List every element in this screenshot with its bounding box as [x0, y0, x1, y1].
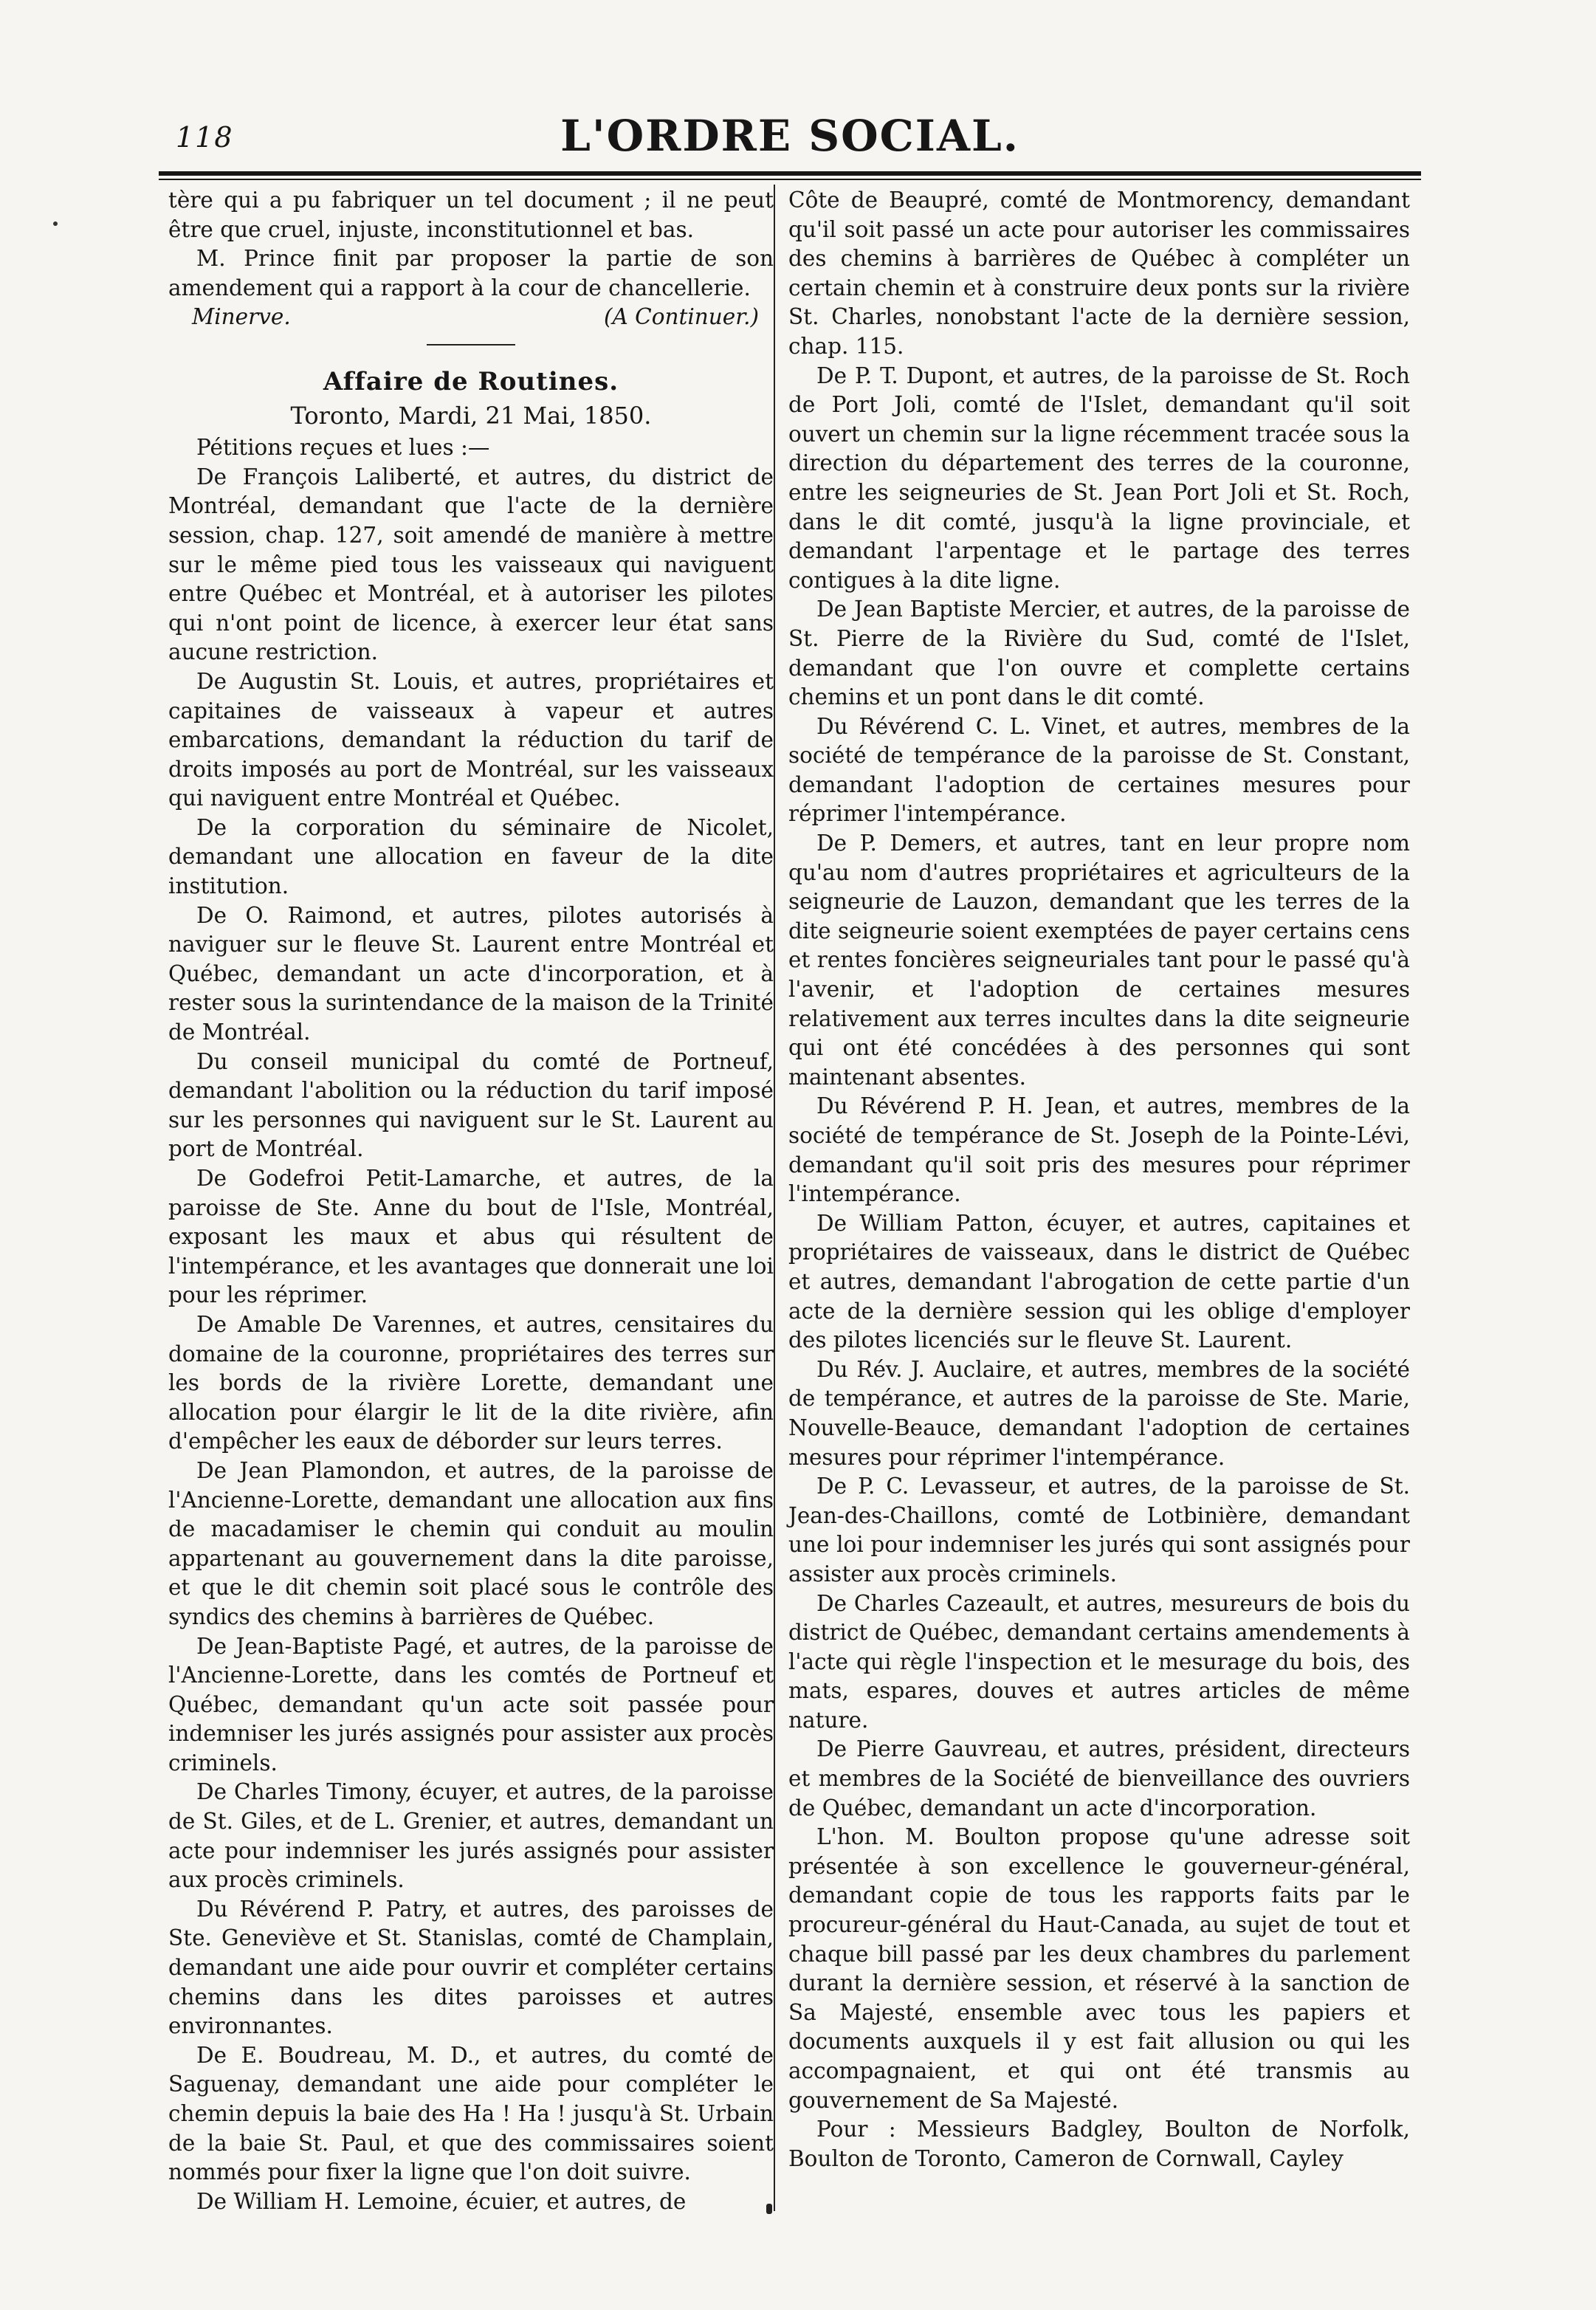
header-rule: [159, 171, 1421, 176]
left-column: [168, 186, 774, 2216]
section-title: Affaire de Routines.: [323, 366, 619, 396]
continuation-note: (A Continuer.): [603, 304, 759, 330]
petition-paragraph: De Pierre Gauvreau, et autres, président, directeurs et membres de la Société de bienveillance des ouvriers de Québec, demandant un acte d'incorporation.: [788, 1736, 1410, 1821]
date-line: Toronto, Mardi, 21 Mai, 1850.: [290, 401, 652, 430]
petition-paragraph: Du conseil municipal du comté de Portneuf, demandant l'abolition ou la réduction du tarif imposé sur les personnes qui naviguent sur le St. Laurent au port de Montréal.: [168, 1048, 774, 1162]
petition-paragraph: De William Patton, écuyer, et autres, capitaines et propriétaires de vaisseaux, dans le district de Québec et autres, demandant l'abrogation de cette partie d'un acte de la dernière session qui les oblige d'employer des pilotes licenciés sur le fleuve St. Laurent.: [788, 1210, 1410, 1353]
petition-paragraph: De la corporation du séminaire de Nicolet, demandant une allocation en faveur de la dite institution.: [168, 814, 774, 899]
petition-paragraph: Du Rév. J. Auclaire, et autres, membres de la société de tempérance, et autres de la paroisse de Ste. Marie, Nouvelle-Beauce, demandant l'adoption de certaines mesures pour réprimer l'intempérance.: [788, 1356, 1410, 1470]
running-title: L'ORDRE SOCIAL.: [560, 111, 1019, 161]
petition-paragraph: Côte de Beaupré, comté de Montmorency, demandant qu'il soit passé un acte pour autoriser les commissaires des chemins à barrières de Québec à compléter un certain chemin et à construire deux ponts sur la rivière St. Charles, nonobstant l'acte de la dernière session, chap. 115.: [788, 188, 1410, 359]
page-header: [162, 111, 1417, 177]
petition-paragraph: De Godefroi Petit-Lamarche, et autres, de la paroisse de Ste. Anne du bout de l'Isle, Montréal, exposant les maux et abus qui résultent de l'intempérance, et les avantages que donnerait une loi pour les réprimer.: [168, 1166, 774, 1308]
petition-paragraph: De Jean-Baptiste Pagé, et autres, de la paroisse de l'Ancienne-Lorette, dans les comtés de Portneuf et Québec, demandant qu'un acte soit passée pour indemniser les jurés assignés pour assister aux procès criminels.: [168, 1633, 774, 1776]
signature: Minerve.: [192, 304, 291, 330]
petition-paragraph: De E. Boudreau, M. D., et autres, du comté de Saguenay, demandant une aide pour compléter le chemin depuis la baie des Ha ! Ha ! jusqu'à St. Urbain de la baie St. Paul, et que des commissaires soient nommés pour fixer la ligne que l'on doit suivre.: [168, 2042, 774, 2185]
petition-paragraph: Du Révérend P. H. Jean, et autres, membres de la société de tempérance de St. Joseph de la Pointe-Lévi, demandant qu'il soit pris des mesures pour réprimer l'intempérance.: [788, 1093, 1410, 1207]
petition-paragraph: De P. Demers, et autres, tant en leur propre nom qu'au nom d'autres propriétaires et agriculteurs de la seigneurie de Lauzon, demandant que les terres de la dite seigneurie soient exemptées de payer certains cens et rentes foncières seigneuriales tant pour le passé qu'à l'avenir, et l'adoption de certaines mesures relativement aux terres incultes dans la dite seigneurie qui ont été concédées à des personnes qui sont maintenant absentes.: [788, 831, 1410, 1090]
intro-paragraph: tère qui a pu fabriquer un tel document ; il ne peut être que cruel, injuste, inconstitutionnel et bas.: [168, 188, 774, 242]
petition-paragraph: Du Révérend P. Patry, et autres, des paroisses de Ste. Geneviève et St. Stanislas, comté de Champlain, demandant une aide pour ouvrir et compléter certains chemins dans les dites paroisses et autres environnantes.: [168, 1896, 774, 2039]
intro-paragraph: M. Prince finit par proposer la partie de son amendement qui a rapport à la cour de chancellerie.: [168, 246, 774, 300]
column-divider: [774, 185, 775, 2211]
petition-paragraph: De Jean Plamondon, et autres, de la paroisse de l'Ancienne-Lorette, demandant une allocation aux fins de macadamiser le chemin qui conduit au moulin appartenant au gouvernement dans la dite paroisse, et que le dit chemin soit placé sous le contrôle des syndics des chemins à barrières de Québec.: [168, 1457, 774, 1629]
petition-paragraph: De François Laliberté, et autres, du district de Montréal, demandant que l'acte de la dernière session, chap. 127, soit amendé de manière à mettre sur le même pied tous les vaisseaux qui naviguent entre Québec et Montréal, et à autoriser les pilotes qui n'ont point de licence, à exercer leur état sans aucune restriction.: [168, 464, 774, 665]
petition-paragraph: De P. T. Dupont, et autres, de la paroisse de St. Roch de Port Joli, comté de l'Islet, demandant qu'il soit ouvert un chemin sur la ligne récemment tracée sous la direction du département des terres de la couronne, entre les seigneuries de St. Jean Port Joli et St. Roch, dans le dit comté, jusqu'à la ligne provinciale, et demandant l'arpentage et le partage des terres contigues à la dite ligne.: [788, 362, 1410, 593]
page-number: 118: [176, 121, 234, 154]
petition-paragraph: De Augustin St. Louis, et autres, propriétaires et capitaines de vaisseaux à vapeur et autres embarcations, demandant la réduction du tarif de droits imposés au port de Montréal, sur les vaisseaux qui naviguent entre Montréal et Québec.: [168, 668, 774, 811]
section-rule: [427, 344, 515, 346]
petition-paragraph: De Charles Timony, écuyer, et autres, de la paroisse de St. Giles, et de L. Grenier, et autres, demandant un acte pour indemniser les jurés assignés pour assister aux procès criminels.: [168, 1779, 774, 1893]
header-rule-thin: [159, 179, 1421, 180]
petition-paragraph: De William H. Lemoine, écuier, et autres, de: [196, 2188, 687, 2214]
petition-paragraph: De Jean Baptiste Mercier, et autres, de la paroisse de St. Pierre de la Rivière du Sud, comté de l'Islet, demandant que l'on ouvre et complette certains chemins et un pont dans le dit comté.: [788, 597, 1410, 710]
motion-paragraph: L'hon. M. Boulton propose qu'une adresse soit présentée à son excellence le gouverneur-général, demandant copie de tous les rapports faits par le procureur-général du Haut-Canada, au sujet de tout et chaque bill passé par les deux chambres du parlement durant la dernière session, et réservé à la sanction de Sa Majesté, ensemble avec tous les papiers et documents auxquels il y est fait allusion ou qui les accompagnaient, et qui ont été transmis au gouvernement de Sa Majesté.: [788, 1824, 1410, 2113]
petitions-intro: Pétitions reçues et lues :—: [196, 435, 490, 461]
petition-paragraph: Du Révérend C. L. Vinet, et autres, membres de la société de tempérance de la paroisse de St. Constant, demandant l'adoption de certaines mesures pour réprimer l'intempérance.: [788, 713, 1410, 827]
petition-paragraph: De O. Raimond, et autres, pilotes autorisés à naviguer sur le fleuve St. Laurent entre Montréal et Québec, demandant un acte d'incorporation, et à rester sous la surintendance de la maison de la Trinité de Montréal.: [168, 902, 774, 1045]
right-column: [788, 186, 1410, 2173]
vote-paragraph: Pour : Messieurs Badgley, Boulton de Norfolk, Boulton de Toronto, Cameron de Cornwall, Cayley: [788, 2117, 1410, 2171]
signature-row: [168, 303, 774, 332]
petition-paragraph: De Amable De Varennes, et autres, censitaires du domaine de la couronne, propriétaires des terres sur les bords de la rivière Lorette, demandant une allocation pour élargir le lit de la dite rivière, afin d'empêcher les eaux de déborder sur leurs terres.: [168, 1311, 774, 1454]
petition-paragraph: De P. C. Levasseur, et autres, de la paroisse de St. Jean-des-Chaillons, comté de Lotbinière, demandant une loi pour indemniser les jurés qui sont assignés pour assister aux procès criminels.: [788, 1474, 1410, 1587]
print-speck: [53, 221, 58, 226]
petition-paragraph: De Charles Cazeault, et autres, mesureurs de bois du district de Québec, demandant certains amendements à l'acte qui règle l'inspection et le mesurage du bois, des mats, espares, douves et autres articles de même nature.: [788, 1590, 1410, 1733]
